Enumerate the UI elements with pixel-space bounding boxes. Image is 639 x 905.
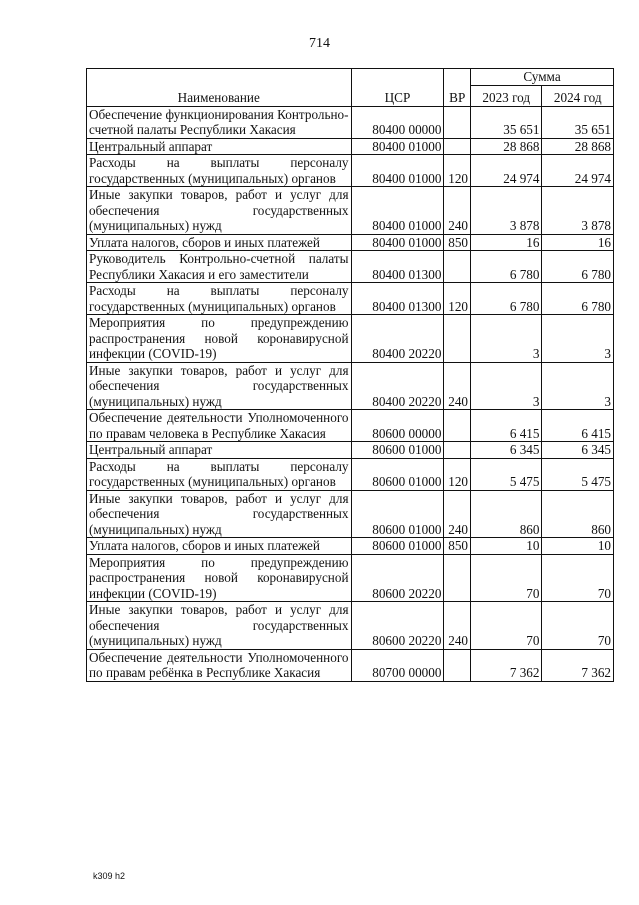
row-name: Расходы на выплаты персоналу государственных (муниципальных) органов: [87, 155, 352, 187]
row-name: Мероприятия по предупреждению распространения новой коронавирусной инфекции (COVID-19): [87, 554, 352, 602]
row-sum-2024: 6 345: [542, 442, 614, 459]
row-vr: 120: [444, 458, 471, 490]
budget-table: [86, 68, 614, 682]
row-sum-2024: 6 780: [542, 251, 614, 283]
row-csr: 80600 01000: [351, 490, 444, 538]
header-year-2023: 2023 год: [471, 85, 542, 106]
table-row: [87, 234, 614, 251]
row-name: Центральный аппарат: [87, 442, 352, 459]
row-csr: 80600 20220: [351, 554, 444, 602]
row-csr: 80400 01300: [351, 283, 444, 315]
row-csr: 80600 01000: [351, 538, 444, 555]
row-sum-2024: 3 878: [542, 187, 614, 235]
row-name: Уплата налогов, сборов и иных платежей: [87, 538, 352, 555]
row-sum-2024: 7 362: [542, 649, 614, 681]
page-number: 714: [309, 36, 330, 51]
row-csr: 80400 01000: [351, 234, 444, 251]
row-vr: [444, 442, 471, 459]
row-sum-2023: 24 974: [471, 155, 542, 187]
footer-code: k309 h2: [93, 871, 126, 881]
row-vr: 240: [444, 362, 471, 410]
row-vr: [444, 315, 471, 363]
row-name: Обеспечение деятельности Уполномоченного по правам ребёнка в Республике Хакасия: [87, 649, 352, 681]
row-vr: 240: [444, 187, 471, 235]
table-row: [87, 138, 614, 155]
row-name: Расходы на выплаты персоналу государственных (муниципальных) органов: [87, 283, 352, 315]
row-sum-2024: 70: [542, 554, 614, 602]
row-sum-2024: 5 475: [542, 458, 614, 490]
row-name: Иные закупки товаров, работ и услуг для обеспечения государственных (муниципальных) нужд: [87, 187, 352, 235]
table-row: [87, 283, 614, 315]
row-vr: 120: [444, 283, 471, 315]
row-name: Уплата налогов, сборов и иных платежей: [87, 234, 352, 251]
row-csr: 80400 01000: [351, 155, 444, 187]
header-csr: ЦСР: [351, 69, 444, 107]
row-sum-2023: 16: [471, 234, 542, 251]
table-row: [87, 649, 614, 681]
row-csr: 80600 01000: [351, 442, 444, 459]
row-sum-2024: 28 868: [542, 138, 614, 155]
row-sum-2023: 6 415: [471, 410, 542, 442]
row-csr: 80400 01000: [351, 138, 444, 155]
row-sum-2023: 35 651: [471, 106, 542, 138]
row-name: Иные закупки товаров, работ и услуг для обеспечения государственных (муниципальных) нужд: [87, 362, 352, 410]
row-sum-2023: 70: [471, 554, 542, 602]
row-sum-2024: 3: [542, 315, 614, 363]
row-csr: 80600 00000: [351, 410, 444, 442]
row-sum-2024: 16: [542, 234, 614, 251]
row-sum-2024: 24 974: [542, 155, 614, 187]
row-name: Центральный аппарат: [87, 138, 352, 155]
header-sum: Сумма: [471, 69, 614, 86]
row-csr: 80400 20220: [351, 362, 444, 410]
row-csr: 80700 00000: [351, 649, 444, 681]
row-vr: [444, 106, 471, 138]
row-csr: 80400 01000: [351, 187, 444, 235]
table-row: [87, 106, 614, 138]
row-csr: 80600 20220: [351, 602, 444, 650]
row-sum-2023: 6 780: [471, 251, 542, 283]
header-year-2024: 2024 год: [542, 85, 614, 106]
header-vr: ВР: [444, 69, 471, 107]
row-vr: 120: [444, 155, 471, 187]
row-sum-2023: 3: [471, 362, 542, 410]
row-csr: 80400 20220: [351, 315, 444, 363]
row-sum-2024: 6 780: [542, 283, 614, 315]
row-sum-2024: 35 651: [542, 106, 614, 138]
row-sum-2023: 7 362: [471, 649, 542, 681]
row-sum-2023: 6 345: [471, 442, 542, 459]
row-name: Обеспечение функционирования Контрольно-счетной палаты Республики Хакасия: [87, 106, 352, 138]
row-sum-2023: 3 878: [471, 187, 542, 235]
row-vr: [444, 251, 471, 283]
row-sum-2024: 10: [542, 538, 614, 555]
row-vr: [444, 410, 471, 442]
row-sum-2024: 6 415: [542, 410, 614, 442]
row-sum-2024: 70: [542, 602, 614, 650]
table-row: [87, 362, 614, 410]
table-row: [87, 155, 614, 187]
table-row: [87, 538, 614, 555]
row-vr: [444, 554, 471, 602]
row-vr: 850: [444, 234, 471, 251]
row-sum-2024: 860: [542, 490, 614, 538]
table-row: [87, 554, 614, 602]
row-sum-2023: 3: [471, 315, 542, 363]
row-vr: [444, 138, 471, 155]
header-name: Наименование: [87, 69, 352, 107]
table-row: [87, 187, 614, 235]
table-row: [87, 410, 614, 442]
row-name: Обеспечение деятельности Уполномоченного по правам человека в Республике Хакасия: [87, 410, 352, 442]
row-csr: 80400 01300: [351, 251, 444, 283]
row-vr: [444, 649, 471, 681]
row-sum-2023: 6 780: [471, 283, 542, 315]
table-row: [87, 490, 614, 538]
row-name: Иные закупки товаров, работ и услуг для обеспечения государственных (муниципальных) нужд: [87, 490, 352, 538]
row-sum-2024: 3: [542, 362, 614, 410]
row-sum-2023: 5 475: [471, 458, 542, 490]
row-name: Расходы на выплаты персоналу государственных (муниципальных) органов: [87, 458, 352, 490]
table-row: [87, 442, 614, 459]
row-sum-2023: 70: [471, 602, 542, 650]
row-name: Мероприятия по предупреждению распространения новой коронавирусной инфекции (COVID-19): [87, 315, 352, 363]
table-row: [87, 251, 614, 283]
row-vr: 240: [444, 490, 471, 538]
row-csr: 80400 00000: [351, 106, 444, 138]
table-row: [87, 602, 614, 650]
table-row: [87, 458, 614, 490]
row-vr: 850: [444, 538, 471, 555]
row-name: Иные закупки товаров, работ и услуг для обеспечения государственных (муниципальных) нужд: [87, 602, 352, 650]
row-sum-2023: 860: [471, 490, 542, 538]
row-name: Руководитель Контрольно-счетной палаты Республики Хакасия и его заместители: [87, 251, 352, 283]
row-sum-2023: 28 868: [471, 138, 542, 155]
table-row: [87, 315, 614, 363]
row-sum-2023: 10: [471, 538, 542, 555]
row-csr: 80600 01000: [351, 458, 444, 490]
row-vr: 240: [444, 602, 471, 650]
